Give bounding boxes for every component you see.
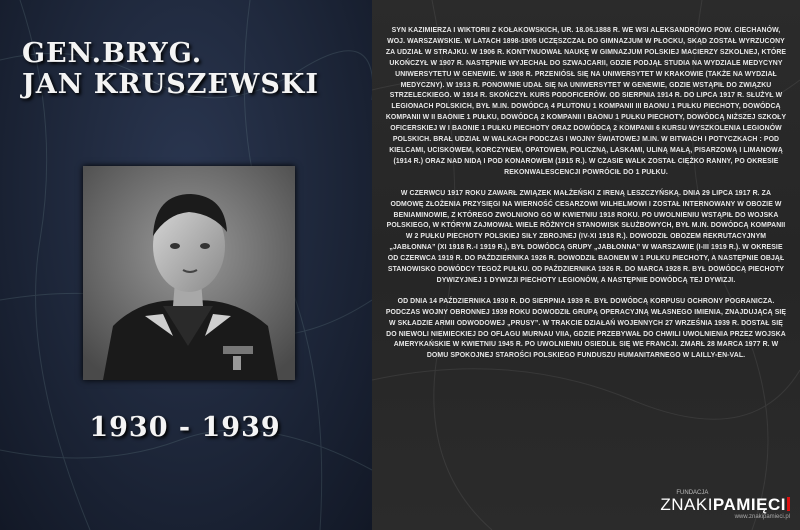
left-panel <box>0 0 372 530</box>
logo-url: www.znakipamieci.pl <box>734 514 790 520</box>
logo-subtitle: FUNDACJA <box>676 490 709 496</box>
years-label: 1930 - 1939 <box>89 412 281 443</box>
logo-name <box>660 496 790 514</box>
biography-paragraph-1: SYN KAZIMIERZA I WIKTORII Z KOŁAKOWSKICH, UR. 18.06.1888 R. WE WSI ALEKSANDROWO POW. CIECHANÓW, WOJ. WARSZAWSKIE. W LATACH 1898-1905 UCZĘSZCZAŁ DO GIMNAZJUM W PŁOCKU, SKĄD ZOSTAŁ WYRZUCONY ZA UDZIAŁ W STRAJKU. W 1906 R. KONTYNUOWAŁ NAUKĘ W GIMNAZJUM POLSKIEJ MACIERZY SZKOLNEJ, KTÓRE UKOŃCZYŁ W 1907 R. NASTĘPNIE WYJECHAŁ DO SZWAJCARII, GDZIE PODJĄŁ STUDIA NA WYDZIALE MEDYCYNY UNIWERSYTETU W GENEWIE. W 1908 R. PRZENIÓSŁ SIĘ NA UNIWERSYTET W KRAKOWIE (TAKŻE NA WYDZIAŁ MEDYCZNY). W 1913 R. PONOWNIE UDAŁ SIĘ NA UNIWERSYTET W GENEWIE, GDZIE WSTĄPIŁ DO ZWIĄZKU STRZELECKIEGO. W 1914 R. SKOŃCZYŁ KURS PODOFICERÓW. OD SIERPNIA 1914 R. DO LIPCA 1917 R. SŁUŻYŁ W LEGIONACH POLSKICH, BYŁ M.IN. DOWÓDCĄ 4 PLUTONU 1 KOMPANII III BAONU 1 PUŁKU PIECHOTY, DOWÓDCĄ KOMPANII W II BAONIE 1 PUŁKU, DOWÓDCĄ 2 KOMPANII I BAONU 1 PUŁKU PIECHOTY, DOWÓDCĄ NIŻSZEJ SZKOŁY OFICERSKIEJ W I BAONIE 1 PUŁKU PIECHOTY ORAZ DOWÓDCĄ 2 KOMPANII 6 KURSU WYSZKOLENIA LEGIONÓW POLSKICH. BRAŁ UDZIAŁ W WALKACH PODCZAS I WOJNY ŚWIATOWEJ M.IN. W BITWACH I POTYCZKACH : POD KIELCAMI, UCISKOWEM, KORCZYNEM, OPATOWEM, POLICZNĄ, LASKAMI, ULINĄ MAŁĄ, PISARZOWĄ I LIMANOWĄ (1914 R.) ORAZ NAD NIDĄ I POD KONAROWEM (1915 R.). W CZASIE WALK ZOSTAŁ CIĘŻKO RANNY, PO OKRESIE REKONWALESCENCJI POWRÓCIŁ DO 1 PUŁKU. <box>385 27 787 176</box>
foundation-logo <box>660 490 790 520</box>
biography-paragraph-2: W CZERWCU 1917 ROKU ZAWARŁ ZWIĄZEK MAŁŻEŃSKI Z IRENĄ LESZCZYŃSKĄ. DNIA 29 LIPCA 1917 R. ZA ODMOWĘ ZŁOŻENIA PRZYSIĘGI NA WIERNOŚĆ CESARZOWI WILHELMOWI I ZOSTAŁ INTERNOWANY W OBOZIE W BENIAMINOWIE, Z KTÓREGO ZWOLNIONO GO W KWIETNIU 1918 ROKU. PO UWOLNIENIU WSTĄPIŁ DO WOJSKA POLSKIEGO, W KTÓRYM ZAJMOWAŁ WIELE RÓŻNYCH STANOWISK SŁUŻBOWYCH, BYŁ M.IN. DOWÓDCĄ KOMPANII W 2 PUŁKU PIECHOTY POLSKIEJ SIŁY ZBROJNEJ (IV-XI 1918 R.). DOWODZIŁ OBOZEM REKRUTACYJNYM „JABŁONNA” (XI 1918 R.-I 1919 R.), BYŁ DOWÓDCĄ GRUPY „JABŁONNA” W WARSZAWIE (I-III 1919 R.). W OKRESIE OD CZERWCA 1919 R. DO PAŹDZIERNIKA 1926 R. DOWODZIŁ BAONEM W 1 PUŁKU PIECHOTY, A NASTĘPNIE OBJĄŁ STANOWISKO DOWÓDCY TEGOŻ PUŁKU. OD PAŹDZIERNIKA 1926 R. DO MARCA 1928 R. BYŁ DOWÓDCĄ PIECHOTY DYWIZYJNEJ 1 DYWIZJI PIECHOTY LEGIONÓW, A NASTĘPNIE DOWÓDCĄ TEJ DYWIZJI. <box>386 189 786 284</box>
logo-name-part2: PAMIĘCI <box>712 495 786 514</box>
title-name: JAN KRUSZEWSKI <box>22 69 319 100</box>
biography-paragraph-3: OD DNIA 14 PAŹDZIERNIKA 1930 R. DO SIERPNIA 1939 R. BYŁ DOWÓDCĄ KORPUSU OCHRONY POGRANICZA. PODCZAS WOJNY OBRONNEJ 1939 ROKU DOWODZIŁ GRUPĄ OPERACYJNĄ WŁASNEGO IMIENIA, ZNAJDUJĄCĄ SIĘ W SKŁADZIE ARMII ODWODOWEJ „PRUSY”. W TRAKCIE DZIAŁAŃ WOJENNYCH 27 WRZEŚNIA 1939 R. DOSTAŁ SIĘ DO NIEWOLI NIEMIECKIEJ DO OFLAGU MURNAU VIIA, GDZIE PRZEBYWAŁ DO CHWILI UWOLNIENIA PRZEZ WOJSKA AMERYKAŃSKIE W KWIETNIU 1945 R. PO UWOLNIENIU OSIEDLIŁ SIĘ WE FRANCJI. ZMARŁ 28 MARCA 1977 R. W DOMU SPOKOJNEJ STAROŚCI POLSKIEGO FUNDUSZU HUMANITARNEGO W LAILLY-EN-VAL. <box>385 297 787 360</box>
biography-text <box>384 26 788 372</box>
right-panel <box>372 0 800 530</box>
portrait-illustration <box>83 166 295 380</box>
portrait-photo <box>83 166 295 380</box>
title-rank: GEN.BRYG. <box>22 38 203 69</box>
logo-name-part1: ZNAKI <box>660 495 713 514</box>
page-title <box>22 38 362 100</box>
logo-accent-bar <box>787 497 790 511</box>
